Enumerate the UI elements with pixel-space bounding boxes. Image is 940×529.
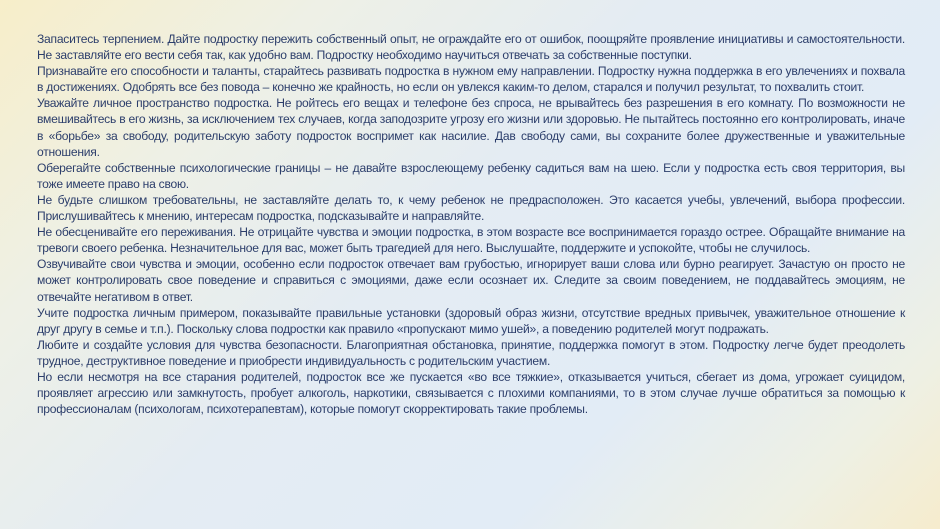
paragraph-feelings: Не обесценивайте его переживания. Не отрицайте чувства и эмоции подростка, в этом возрасте все воспринимается гораздо острее. Обращайте внимание на тревоги своего ребенка. Незначительное для вас, может быть трагедией для него. Выслушайте, поддержите и успокойте, чтобы не случилось. <box>37 225 905 256</box>
paragraph-example: Учите подростка личным примером, показывайте правильные установки (здоровый образ жизни, отсутствие вредных привычек, уважительное отношение к друг другу в семье и т.п.). Поскольку слова подростки как правило «пропускают мимо ушей», а поведению родителей могут подражать. <box>37 305 905 336</box>
paragraph-boundaries: Оберегайте собственные психологические границы – не давайте взрослеющему ребенку садиться вам на шею. Если у подростка есть своя территория, вы тоже имеете право на свою. <box>37 160 905 191</box>
text-body <box>37 31 905 417</box>
paragraph-emotions: Озвучивайте свои чувства и эмоции, особенно если подросток отвечает вам грубостью, игнорирует ваши слова или бурно реагирует. Зачастую он просто не может контролировать свое поведение и справиться с эмоциями, даже если осознает их. Следите за своим поведением, не поддавайтесь эмоциям, не отвечайте негативом в ответ. <box>37 257 905 304</box>
paragraph-personal-space: Уважайте личное пространство подростка. Не ройтесь его вещах и телефоне без спроса, не врывайтесь без разрешения в его комнату. По возможности не вмешивайтесь в его жизнь, за исключением тех случаев, когда заподозрите угрозу его жизни или здоровью. Не пытайтесь постоянно его контролировать, иначе в «борьбе» за свободу, родительскую заботу подросток воспримет как насилие. Дав свободу сами, вы сохраните более дружественные и уважительные отношения. <box>37 96 905 159</box>
paragraph-patience: Запаситесь терпением. Дайте подростку пережить собственный опыт, не ограждайте его от ошибок, поощряйте проявление инициативы и самостоятельности. Не заставляйте его вести себя так, как удобно вам. Подростку необходимо научиться отвечать за собственные поступки. <box>37 32 905 63</box>
paragraph-demands: Не будьте слишком требовательны, не заставляйте делать то, к чему ребенок не предрасположен. Это касается учебы, увлечений, выбора профессии. Прислушивайтесь к мнению, интересам подростка, подсказывайте и направляйте. <box>37 192 905 224</box>
paragraph-professional-help: Но если несмотря на все старания родителей, подросток все же пускается «во все тяжкие», отказывается учиться, сбегает из дома, угрожает суицидом, проявляет агрессию или замкнутость, пробует алкоголь, наркотики, связывается с плохими компаниями, то в этом случае лучше обратиться за помощью к профессионалам (психологам, психотерапевтам), которые помогут скорректировать такие проблемы. <box>37 369 905 417</box>
paragraph-safety: Любите и создайте условия для чувства безопасности. Благоприятная обстановка, принятие, поддержка помогут в этом. Подростку легче будет преодолеть трудное, деструктивное поведение и приобрести индивидуальность с родительским участием. <box>37 337 905 368</box>
paragraph-abilities: Признавайте его способности и таланты, старайтесь развивать подростка в нужном ему направлении. Подростку нужна поддержка в его увлечениях и похвала в достижениях. Одобрять все без повода – конечно же крайность, но если он увлекся каким-то делом, старался и получил результат, то похвалить стоит. <box>37 64 905 95</box>
